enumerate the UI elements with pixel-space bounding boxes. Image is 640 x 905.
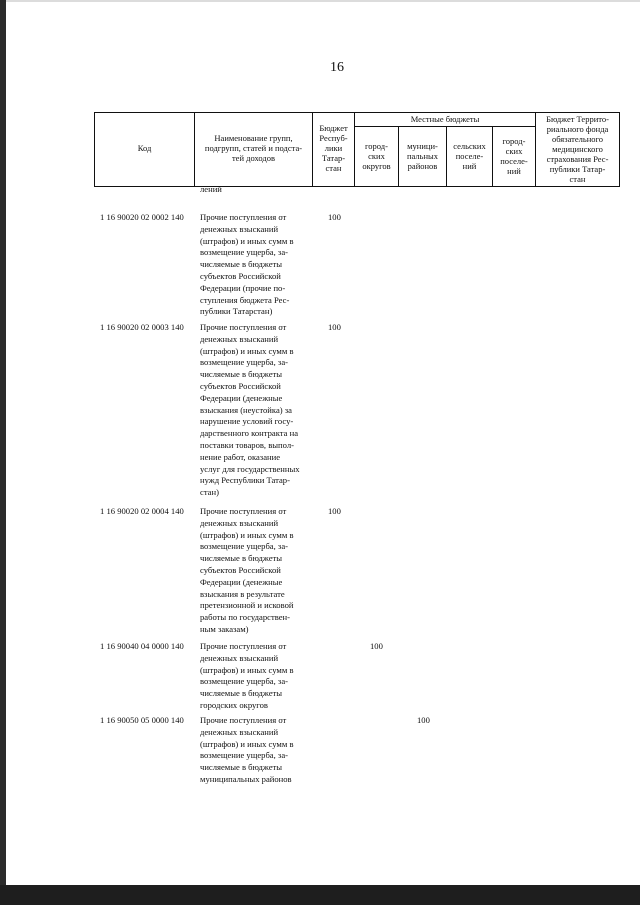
row-code: 1 16 90020 02 0002 140 (100, 212, 184, 222)
header-rural-settlements: сельских поселе- ний (453, 141, 486, 171)
local-budgets-divider (354, 126, 535, 127)
row-value-city-districts: 100 (370, 641, 383, 651)
continuation-text: лений (200, 184, 222, 194)
header-name: Наименование групп, подгрупп, статей и подста- тей доходов (204, 133, 303, 163)
header-top-border (94, 112, 619, 113)
header-local-budgets: Местные бюджеты (410, 114, 480, 124)
scan-edge-left (0, 0, 6, 905)
row-value-republic: 100 (328, 212, 341, 222)
scan-edge-bottom (0, 885, 640, 905)
row-description: Прочие поступления от денежных взысканий (штрафов) и иных сумм в возмещение ущерба, за- числяемые в бюджеты городских округов (200, 641, 294, 710)
header-urban-settlements: город- ских поселе- ний (500, 136, 528, 176)
row-code: 1 16 90040 04 0000 140 (100, 641, 184, 651)
row-value-republic: 100 (328, 322, 341, 332)
header-republic-budget: Бюджет Респуб- лики Татар- стан (319, 123, 348, 173)
header-municipal-districts: муници- пальных районов (406, 141, 439, 171)
header-city-districts: город- ских округов (362, 141, 391, 171)
row-description: Прочие поступления от денежных взысканий (штрафов) и иных сумм в возмещение ущерба, за- числяемые в бюджеты субъектов Российской Федерации (денежные взыскания (неустойка) за нарушение условий госу- дарственного контракта на поставки товаров, выпол- нение работ, оказание услуг для государственных нужд Республики Татар- стан) (200, 322, 300, 498)
row-code: 1 16 90050 05 0000 140 (100, 715, 184, 725)
page-number: 16 (330, 60, 344, 75)
row-description: Прочие поступления от денежных взысканий (штрафов) и иных сумм в возмещение ущерба, за- числяемые в бюджеты муниципальных районов (200, 715, 294, 784)
row-description: Прочие поступления от денежных взысканий (штрафов) и иных сумм в возмещение ущерба, за- числяемые в бюджеты субъектов Российской Федерации (прочие по- ступления бюджета Рес- публики Татарстан) (200, 212, 294, 317)
scan-edge-top (0, 0, 640, 2)
row-value-municipal-districts: 100 (417, 715, 430, 725)
row-value-republic: 100 (328, 506, 341, 516)
header-code: Код (137, 143, 152, 153)
header-bottom-border (94, 186, 619, 187)
header-border-right (619, 112, 620, 187)
row-description: Прочие поступления от денежных взысканий (штрафов) и иных сумм в возмещение ущерба, за- числяемые в бюджеты субъектов Российской Федерации (денежные взыскания в результате претензионной и исковой работы по государствен- ным заказам) (200, 506, 294, 634)
row-code: 1 16 90020 02 0003 140 (100, 322, 184, 332)
row-code: 1 16 90020 02 0004 140 (100, 506, 184, 516)
header-territorial-fund: Бюджет Террито- риального фонда обязательного медицинского страхования Рес- публики Татар- стан (546, 114, 609, 184)
